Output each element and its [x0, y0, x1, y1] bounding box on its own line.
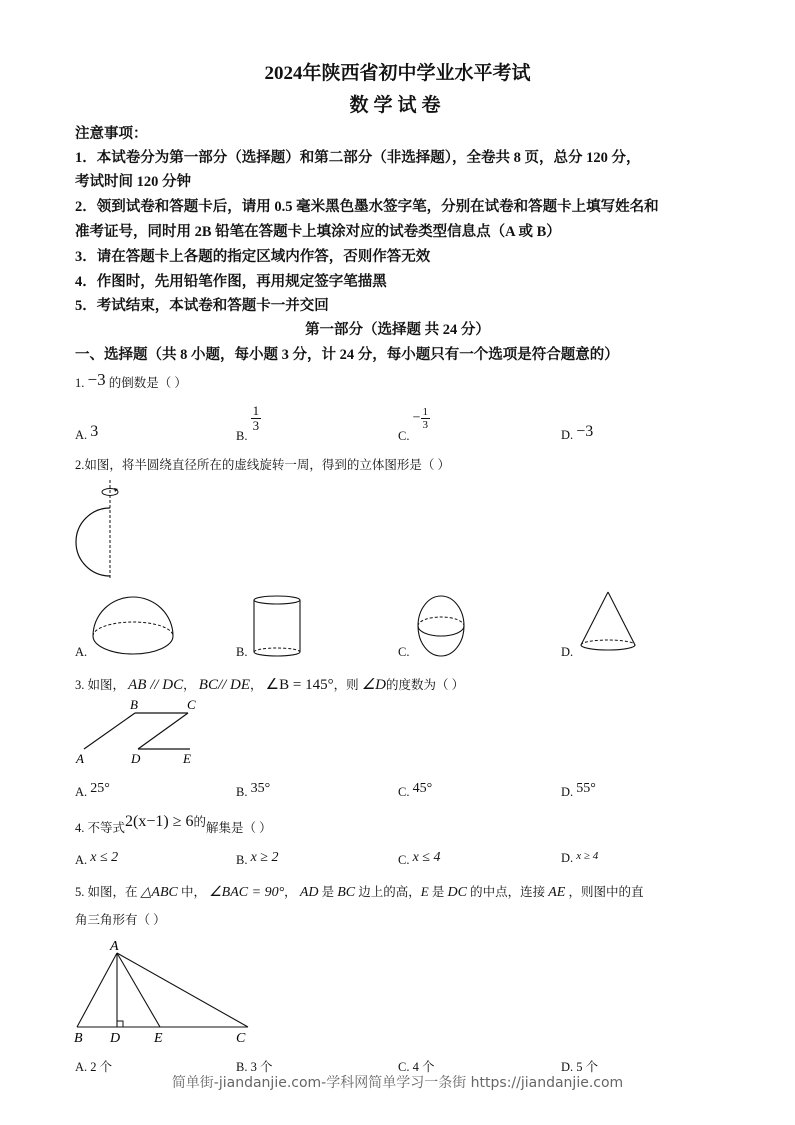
parallel-lines-figure — [72, 697, 212, 769]
label-a: A — [76, 751, 84, 766]
q4-option-d[interactable]: D. x ≥ 4 — [561, 850, 599, 865]
label-c: C — [187, 697, 196, 712]
q2-option-a[interactable]: A. — [75, 645, 88, 659]
cone-icon — [579, 590, 639, 662]
q5-option-b[interactable]: B. 3 个 — [236, 1060, 273, 1074]
q1-option-b[interactable]: B. $\frac{1}{3}$ — [236, 403, 260, 444]
footer-watermark: 简单街-jiandanjie.com-学科网简单学习一条街 https://jiandanjie.com — [171, 1075, 624, 1091]
q1-option-a[interactable]: A. 3 — [75, 423, 99, 442]
q4-option-c[interactable]: C. x ≤ 4 — [398, 850, 441, 867]
note-item-5: 5．考试结束，本试卷和答题卡一并交回 — [75, 298, 329, 314]
label-d: D — [110, 1031, 121, 1046]
note-item-2-cont: 准考证号，同时用 2B 铅笔在答题卡上填涂对应的试卷类型信息点（A 或 B） — [75, 224, 561, 240]
question-4: 4. 不等式2(x−1) ≥ 6的解集是（ ） — [75, 813, 272, 835]
q1-option-c[interactable]: C. − $\frac{1}{3}$ — [398, 406, 428, 444]
sphere-icon — [416, 594, 466, 662]
q3-option-a[interactable]: A. 25° — [75, 781, 110, 799]
q2-option-c[interactable]: C. — [398, 645, 410, 659]
q3-option-b[interactable]: B. 35° — [236, 781, 271, 799]
label-e: E — [183, 751, 191, 766]
cylinder-icon — [253, 594, 303, 662]
note-item-2: 2．领到试卷和答题卡后，请用 0.5 毫米黑色墨水签字笔，分别在试卷和答题卡上填写姓名和 — [75, 199, 659, 215]
q3-option-d[interactable]: D. 55° — [561, 781, 596, 799]
q1-text: 的倒数是（ ） — [108, 376, 187, 390]
question-1 — [75, 370, 187, 391]
note-item-4: 4．作图时，先用铅笔作图，再用规定签字笔描黑 — [75, 274, 387, 290]
question-2: 2.如图，将半圆绕直径所在的虚线旋转一周，得到的立体图形是（ ） — [75, 458, 451, 472]
question-3: 3. 如图， AB // DC， BC// DE， ∠B = 145°，则 ∠D的度数为（ ） — [75, 677, 465, 693]
note-item-3: 3．请在答题卡上各题的指定区域内作答，否则作答无效 — [75, 249, 431, 265]
q2-option-d[interactable]: D. — [561, 645, 574, 659]
exam-subtitle: 数学试卷 — [349, 95, 446, 116]
question-5: 5. 如图，在 △ABC 中， ∠BAC = 90°， AD 是 BC 边上的高，E 是 DC 的中点，连接 AE ，则图中的直 — [75, 884, 644, 900]
q2-option-b[interactable]: B. — [236, 645, 248, 659]
part-title: 第一部分（选择题 共 24 分） — [305, 322, 490, 338]
hemisphere-icon — [90, 594, 175, 659]
q5-option-a[interactable]: A. 2 个 — [75, 1060, 113, 1074]
q1-option-d[interactable]: D. −3 — [561, 423, 594, 442]
label-e: E — [154, 1031, 163, 1046]
note-item-1-cont: 考试时间 120 分钟 — [75, 174, 191, 190]
notes-heading: 注意事项： — [75, 126, 148, 142]
label-c: C — [236, 1031, 246, 1046]
q4-option-b[interactable]: B. x ≥ 2 — [236, 850, 279, 867]
q4-option-a[interactable]: A. x ≤ 2 — [75, 850, 119, 867]
label-a: A — [110, 939, 119, 954]
label-d: D — [131, 751, 141, 766]
right-triangle-figure — [70, 935, 260, 1050]
label-b: B — [74, 1031, 83, 1046]
q5-option-c[interactable]: C. 4 个 — [398, 1060, 435, 1074]
note-item-1: 1．本试卷分为第一部分（选择题）和第二部分（非选择题），全卷共 8 页，总分 120 分， — [75, 150, 641, 166]
q3-option-c[interactable]: C. 45° — [398, 781, 433, 799]
question-5-cont: 角三角形有（ ） — [75, 913, 166, 927]
section-instructions: 一、选择题（共 8 小题，每小题 3 分，计 24 分，每小题只有一个选项是符合题意的） — [75, 347, 619, 363]
q1-math: −3 — [87, 370, 106, 389]
semicircle-rotation-figure — [70, 480, 130, 585]
label-b: B — [130, 697, 138, 712]
exam-title: 2024年陕西省初中学业水平考试 — [264, 63, 531, 84]
q5-option-d[interactable]: D. 5 个 — [561, 1060, 599, 1074]
q1-number: 1. — [75, 376, 85, 390]
